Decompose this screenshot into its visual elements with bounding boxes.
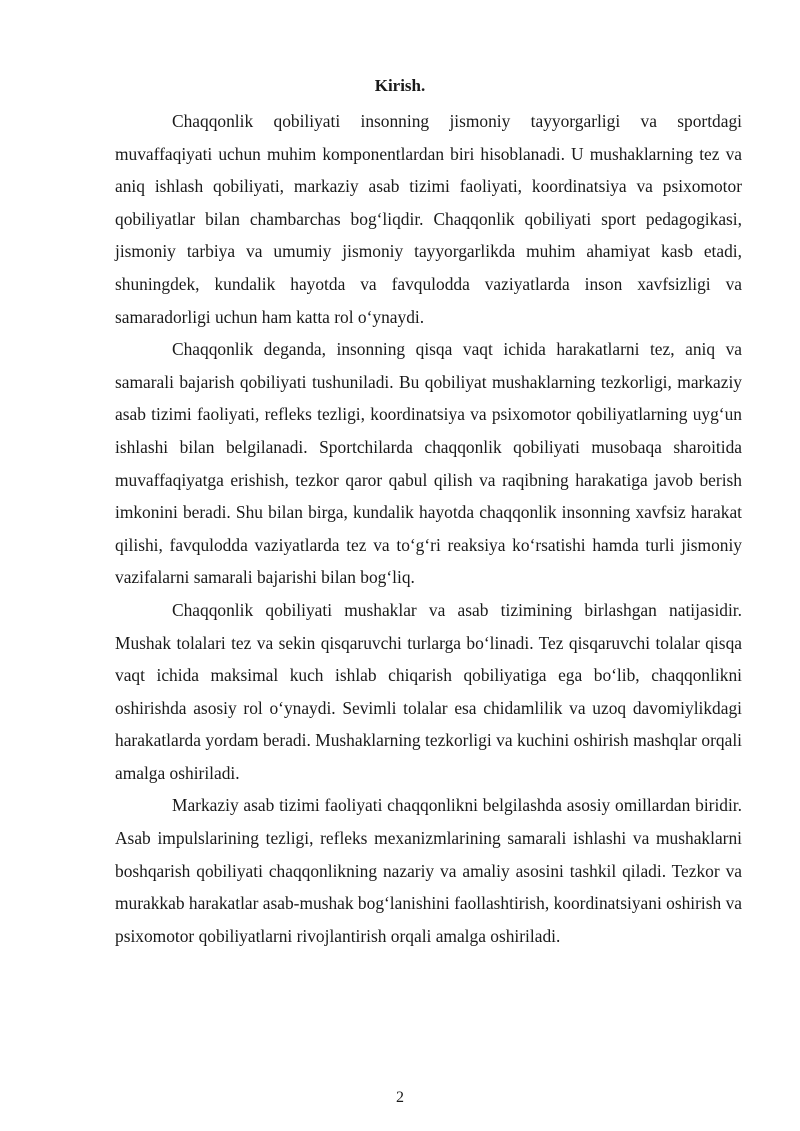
paragraph-4: Markaziy asab tizimi faoliyati chaqqonlikni belgilashda asosiy omillardan biridir. Asab impulslarining tezligi, refleks mexanizmlarining samarali ishlashi va mushaklarni boshqarish qobiliyati chaqqonlikning nazariy va amaliy asosini tashkil qiladi. Tezkor va murakkab harakatlar asab-mushak bog‘lanishini faollashtirish, koordinatsiyani oshirish va psixomotor qobiliyatlarni rivojlantirish orqali amalga oshiriladi.: [115, 795, 742, 946]
body-text: [115, 105, 742, 952]
page-number: 2: [396, 1089, 404, 1106]
paragraph-3: Chaqqonlik qobiliyati mushaklar va asab tizimining birlashgan natijasidir. Mushak tolalari tez va sekin qisqaruvchi turlarga bo‘linadi. Tez qisqaruvchi tolalar qisqa vaqt ichida maksimal kuch ishlab chiqarish qobiliyatiga ega bo‘lib, chaqqonlikni oshirishda asosiy rol o‘ynaydi. Sevimli tolalar esa chidamlilik va uzoq davomiylikdagi harakatlarda yordam beradi. Mushaklarning tezkorligi va kuchini oshirish mashqlar orqali amalga oshiriladi.: [115, 599, 742, 783]
paragraph-2: Chaqqonlik deganda, insonning qisqa vaqt ichida harakatlarni tez, aniq va samarali bajarish qobiliyati tushuniladi. Bu qobiliyat mushaklarning tezkorligi, markaziy asab tizimi faoliyati, refleks tezligi, koordinatsiya va psixomotor qobiliyatlarning uyg‘un ishlashi bilan belgilanadi. Sportchilarda chaqqonlik qobiliyati musobaqa sharoitida muvaffaqiyatga erishish, tezkor qaror qabul qilish va raqibning harakatiga javob berish imkonini beradi. Shu bilan birga, kundalik hayotda chaqqonlik insonning xavfsiz harakat qilishi, favqulodda vaziyatlarda tez va to‘g‘ri reaksiya ko‘rsatishi hamda turli jismoniy vazifalarni samarali bajarishi bilan bog‘liq.: [115, 339, 742, 588]
section-title: Kirish.: [374, 76, 426, 95]
paragraph-1: Chaqqonlik qobiliyati insonning jismoniy tayyorgarligi va sportdagi muvaffaqiyati uchun muhim komponentlardan biri hisoblanadi. U mushaklarning tez va aniq ishlash qobiliyati, markaziy asab tizimi faoliyati, koordinatsiya va psixomotor qobiliyatlar bilan chambarchas bog‘liqdir. Chaqqonlik qobiliyati sport pedagogikasi, jismoniy tarbiya va umumiy jismoniy tayyorgarlikda muhim ahamiyat kasb etadi, shuningdek, kundalik hayotda va favqulodda vaziyatlarda inson xavfsizligi va samaradorligi uchun ham katta rol o‘ynaydi.: [115, 111, 742, 327]
